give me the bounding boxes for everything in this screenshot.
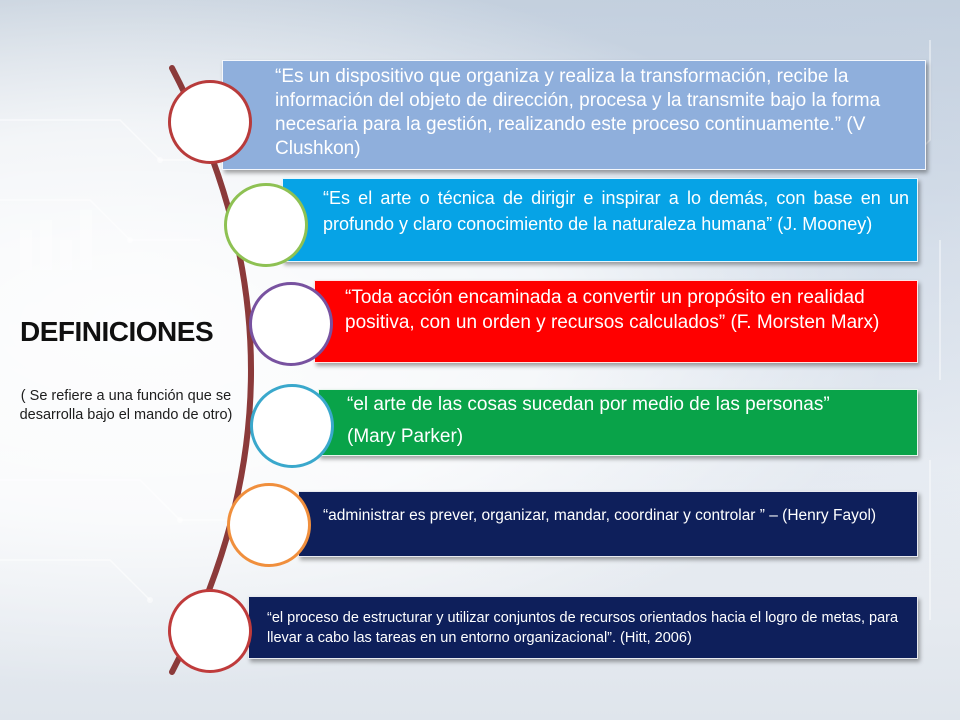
definition-author-4: (Mary Parker) [347, 426, 464, 447]
timeline-marker-6 [168, 589, 252, 673]
timeline-marker-4 [250, 384, 334, 468]
definition-text-6: “el proceso de estructurar y utilizar conjuntos de recursos orientados hacia el logro de metas, para llevar a cabo las tareas en un entorno organizacional”. (Hitt, 2006) [267, 610, 899, 646]
timeline-marker-5 [227, 483, 311, 567]
definition-text-2: “Es el arte o técnica de dirigir e inspirar a lo demás, con base en un profundo y claro conocimiento de la naturaleza humana” (J. Mooney) [323, 188, 909, 234]
definition-text-5: “administrar es prever, organizar, mandar, coordinar y controlar ” – (Henry Fayol) [323, 507, 877, 524]
page-title: DEFINICIONES [20, 316, 214, 347]
definition-bar-3 [314, 280, 918, 363]
timeline-marker-1 [168, 80, 252, 164]
definition-bar-1 [222, 60, 926, 170]
definition-bar-6 [248, 596, 918, 659]
definition-text-4: “el arte de las cosas sucedan por medio de las personas” [347, 394, 830, 415]
definition-bar-2 [282, 178, 918, 262]
definition-bar-4 [318, 389, 918, 456]
timeline-marker-2 [224, 183, 308, 267]
definition-bar-5 [298, 491, 918, 557]
definition-text-1: “Es un dispositivo que organiza y realiza la transformación, recibe la información del objeto de dirección, procesa y la transmite bajo la forma necesaria para la gestión, realizando este proceso continuamente.” (V Clushkon) [275, 66, 881, 159]
page-subtitle: ( Se refiere a una función que se desarrolla bajo el mando de otro) [19, 388, 233, 423]
timeline-marker-3 [249, 282, 333, 366]
definition-text-3: “Toda acción encaminada a convertir un propósito en realidad positiva, con un orden y recursos calculados” (F. Morsten Marx) [345, 287, 880, 333]
